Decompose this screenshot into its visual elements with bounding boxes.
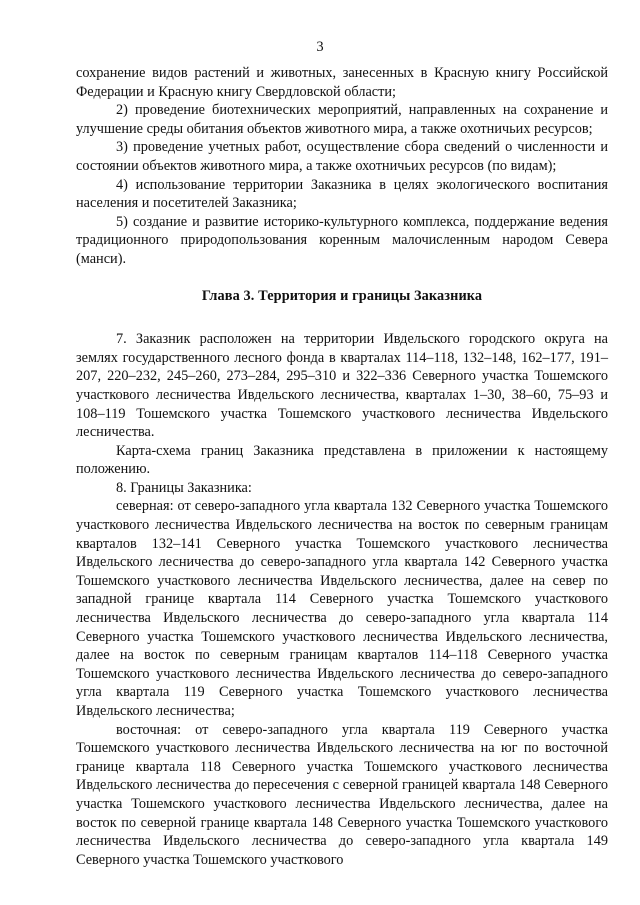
chapter-title: Глава 3. Территория и границы Заказника [201,287,483,304]
paragraph-map-reference: Карта-схема границ Заказника представлена в приложении к настоящему положению. [76,442,608,478]
page-content [76,64,608,869]
paragraph-continuation: сохранение видов растений и животных, занесенных в Красную книгу Российской Федерации и Красную книгу Свердловской области; [76,65,608,100]
paragraph-item-7: 7. Заказник расположен на территории Ивдельского городского округа на землях государственного лесного фонда в кварталах 114–118, 132–148, 162–177, 191–207, 220–232, 245–260, 273–284, 295–310 и 322–336 Северного участка Тошемского участкового лесничества Ивдельского лесничества, кварталах 1–30, 38–60, 75–93 и 108–119 Тошемского участка Тошемского участкового лесничества Ивдельского лесничества. [76,331,608,441]
paragraph-item-8: 8. Границы Заказника: [116,479,252,496]
page-number: 3 [316,39,324,55]
paragraph-eastern-boundary: восточная: от северо-западного угла квартала 119 Северного участка Тошемского участкового лесничества Ивдельского лесничества на юг по восточной границе квартала 118 Северного участка Тошемского участкового лесничества Ивдельского лесничества до пересечения с северной границей квартала 148 Северного участка Тошемского участкового лесничества Ивдельского лесничества, далее на восток по северной границе квартала 148 Северного участка Тошемского участкового лесничества Ивдельского лесничества до северо-западного угла квартала 149 Северного участка Тошемского участкового [76,721,608,868]
paragraph-item-5: 5) создание и развитие историко-культурного комплекса, поддержание ведения традиционного природопользования коренным малочисленным народом Севера (манси). [76,213,608,267]
paragraph-item-4: 4) использование территории Заказника в целях экологического воспитания населения и посетителей Заказника; [76,176,608,212]
paragraph-item-3: 3) проведение учетных работ, осуществление сбора сведений о численности и состоянии объектов животного мира, а также охотничьих ресурсов (по видам); [76,139,608,174]
paragraph-item-2: 2) проведение биотехнических мероприятий, направленных на сохранение и улучшение среды обитания объектов животного мира, а также охотничьих ресурсов; [76,102,608,137]
paragraph-northern-boundary: северная: от северо-западного угла квартала 132 Северного участка Тошемского участкового лесничества Ивдельского лесничества на восток по северным границам кварталов 132–141 Северного участка Тошемского участкового лесничества Ивдельского лесничества до северо-западного угла квартала 142 Северного участка Тошемского участкового лесничества Ивдельского лесничества, далее на север по западной границе квартала 114 Северного участка Тошемского участкового лесничества Ивдельского лесничества до северо-западного угла квартала 114 Северного участка Тошемского участкового лесничества Ивдельского лесничества, далее на восток по северным границам кварталов 114–118 Северного участка Тошемского участкового лесничества Ивдельского лесничества до северо-западного угла квартала 119 Северного участка Тошемского участкового лесничества Ивдельского лесничества; [76,498,608,719]
